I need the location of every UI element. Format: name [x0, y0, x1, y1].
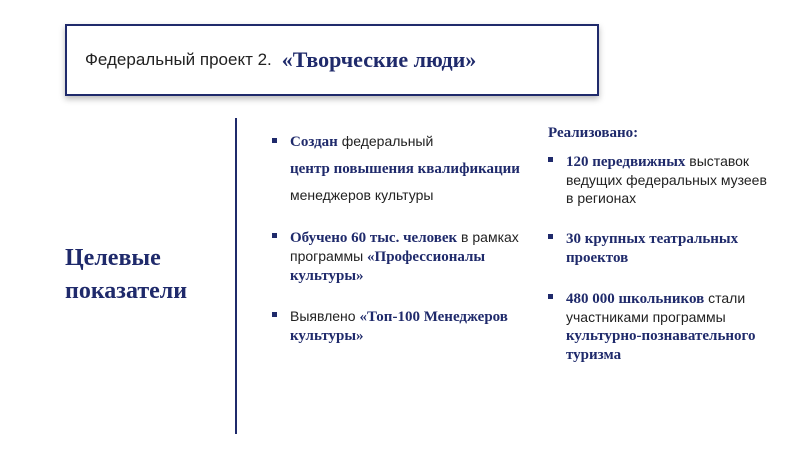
item-text: федеральный [337, 133, 434, 149]
realized-label: Реализовано: [548, 125, 639, 141]
list-item [548, 229, 773, 267]
item-bold: 120 передвижных [566, 154, 686, 170]
item-bold: «Профессионалы культуры» [290, 249, 486, 284]
bullet-icon [548, 294, 553, 299]
bullet-icon [272, 233, 277, 238]
item-bold: Обучено 60 тыс. человек [290, 230, 458, 246]
item-bold: 30 крупных театральных проектов [566, 231, 739, 266]
vertical-divider [235, 118, 237, 434]
item-bold: Создан [290, 134, 338, 150]
list-item [272, 307, 522, 345]
bullet-icon [272, 312, 277, 317]
list-item [272, 128, 522, 208]
item-bold: культурно-познавательного туризма [566, 328, 756, 363]
bullet-icon [272, 138, 277, 143]
item-text: в рамках программы [290, 229, 519, 264]
right-column [548, 125, 773, 386]
item-text: менеджеров культуры [290, 187, 434, 203]
list-item [272, 228, 522, 285]
title-main: «Творческие люди» [281, 47, 477, 72]
item-bold: центр повышения квалификации [290, 161, 520, 177]
item-bold: 480 000 школьников [566, 291, 705, 307]
heading-line-2: показатели [65, 278, 188, 304]
bullet-icon [548, 234, 553, 239]
list-item [548, 289, 773, 364]
item-text: стали участниками программы [566, 290, 746, 325]
item-text: выставок ведущих федеральных музеев в регионах [566, 153, 767, 206]
bullet-icon [548, 157, 553, 162]
item-bold: «Топ-100 Менеджеров культуры» [290, 309, 508, 344]
title-prefix: Федеральный проект 2. [85, 50, 272, 69]
list-item [548, 152, 773, 207]
title-box [65, 24, 599, 96]
section-heading [65, 242, 230, 308]
item-text: Выявлено [290, 308, 360, 324]
heading-line-1: Целевые [65, 245, 161, 271]
left-column [272, 128, 522, 345]
